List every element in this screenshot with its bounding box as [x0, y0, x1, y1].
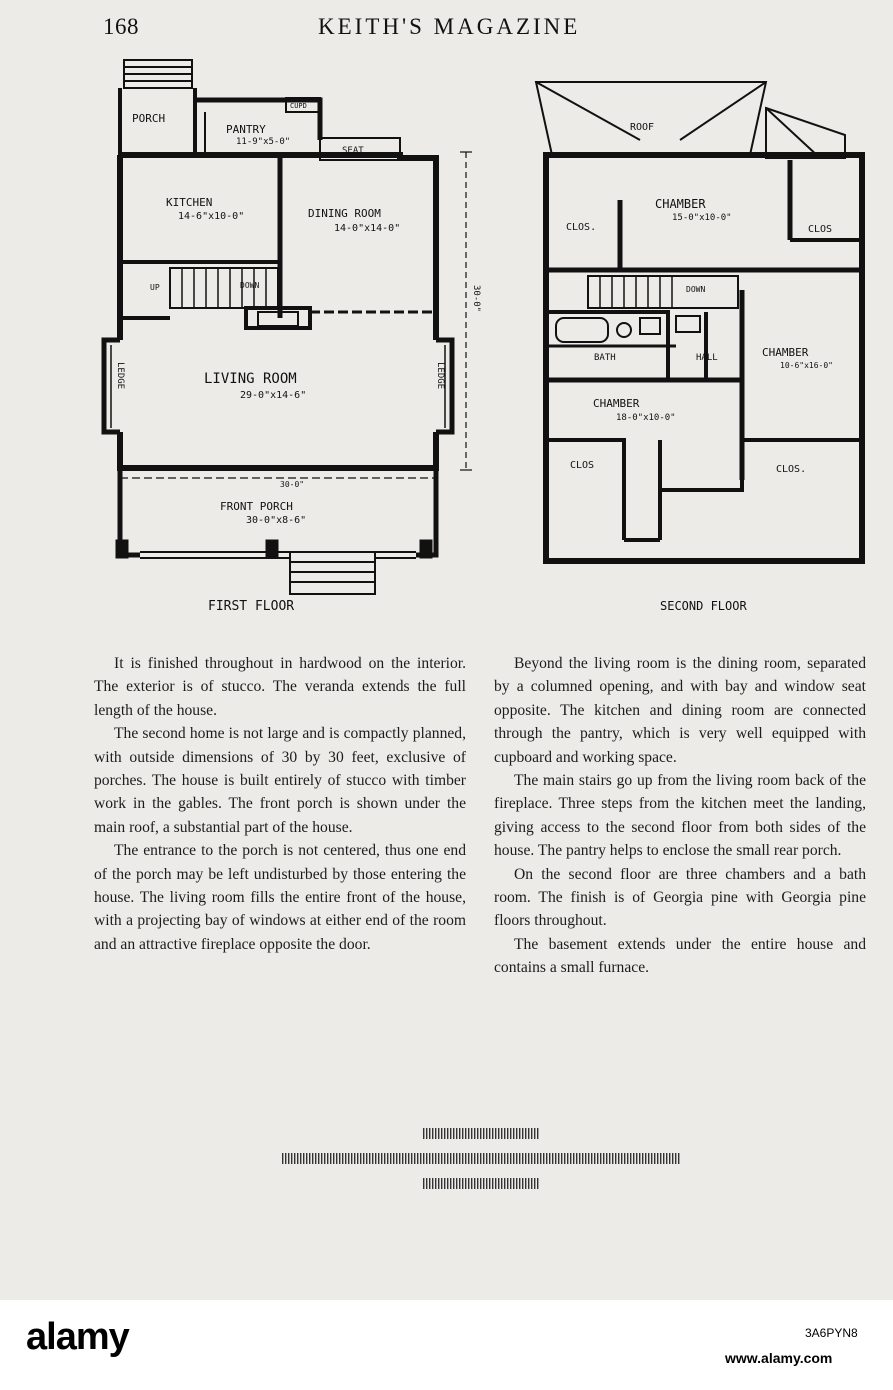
paragraph: The entrance to the porch is not centered, thus one end of the porch may be left undisturbed by those entering the house. The living room fills the entire front of the house, with a projecting bay of windows at either end of the room and an attractive fireplace opposite the door.	[94, 842, 466, 953]
front-porch-label: FRONT PORCH	[220, 500, 293, 513]
second-floor-caption: SECOND FLOOR	[660, 599, 747, 613]
text-column-left	[94, 652, 466, 956]
closet-2-label: CLOS	[808, 224, 833, 235]
stair-up-label: UP	[150, 283, 160, 292]
stock-footer	[0, 1300, 893, 1390]
seat-label: SEAT	[342, 146, 364, 156]
left-ledge-label: LEDGE	[115, 362, 125, 390]
paragraph: The second home is not large and is compactly planned, with outside dimensions of 30 by 30 feet, exclusive of porches. The house is built entirely of stucco with timber work in the gables. The front porch is shown under the main roof, a substantial part of the house.	[94, 725, 466, 836]
alamy-logo: alamy	[26, 1316, 129, 1358]
image-id: 3A6PYN8	[805, 1326, 858, 1340]
closet-3-label: CLOS	[570, 460, 595, 471]
stair-down-label-2: DOWN	[686, 285, 706, 294]
kitchen-label: KITCHEN	[166, 196, 213, 209]
pantry-label: PANTRY	[226, 123, 266, 136]
chamber-3-label: CHAMBER	[593, 397, 640, 410]
chamber-1-label: CHAMBER	[655, 197, 706, 211]
paragraph: The main stairs go up from the living room back of the fireplace. Three steps from the kitchen meet the landing, giving access to the second floor from both sides of the house. The pantry helps to enclose the small rear porch.	[494, 772, 866, 860]
magazine-title: KEITH'S MAGAZINE	[318, 14, 581, 39]
chamber-2-size: 10-6"x16-0"	[780, 361, 833, 370]
cupboard-label: CUPD	[290, 102, 307, 110]
text-column-right	[494, 652, 866, 980]
width-dimension: 30-0"	[280, 480, 305, 489]
first-floor-labels	[115, 102, 481, 614]
dining-room-size: 14-0"x14-0"	[334, 223, 401, 234]
second-floor-labels	[566, 122, 833, 613]
second-floor-plan	[536, 82, 862, 561]
chamber-2-label: CHAMBER	[762, 346, 809, 359]
chamber-1-size: 15-0"x10-0"	[672, 213, 732, 223]
page-number: 168	[103, 14, 139, 39]
floor-plans	[0, 0, 893, 640]
paragraph: On the second floor are three chambers and a bath room. The finish is of Georgia pine with Georgia pine floors throughout.	[494, 865, 866, 930]
living-room-size: 29-0"x14-6"	[240, 390, 307, 401]
pantry-size: 11-9"x5-0"	[236, 137, 291, 147]
paragraph: Beyond the living room is the dining room, separated by a columned opening, and with bay and window seat opposite. The kitchen and dining room are connected through the pantry, which is very well equipped with cupboard and working space.	[494, 655, 866, 766]
closet-1-label: CLOS.	[566, 222, 597, 233]
stair-down-label: DOWN	[240, 281, 260, 290]
first-floor-caption: FIRST FLOOR	[208, 599, 295, 614]
kitchen-size: 14-6"x10-0"	[178, 211, 245, 222]
closet-4-label: CLOS.	[776, 464, 807, 475]
paragraph: It is finished throughout in hardwood on the interior. The exterior is of stucco. The veranda extends the full length of the house.	[94, 655, 466, 719]
depth-dimension: 30-0"	[471, 285, 481, 313]
right-ledge-label: LEDGE	[435, 362, 445, 390]
paragraph: The basement extends under the entire house and contains a small furnace.	[494, 935, 866, 977]
front-porch-size: 30-0"x8-6"	[246, 515, 307, 526]
decorative-rule-ornament	[0, 1120, 893, 1200]
site-url[interactable]: www.alamy.com	[725, 1350, 833, 1366]
bath-label: BATH	[594, 353, 616, 363]
roof-label: ROOF	[630, 122, 655, 133]
dining-room-label: DINING ROOM	[308, 207, 381, 220]
hall-label: HALL	[696, 353, 718, 363]
porch-label: PORCH	[132, 112, 166, 125]
chamber-3-size: 18-0"x10-0"	[616, 413, 676, 423]
living-room-label: LIVING ROOM	[204, 371, 297, 387]
